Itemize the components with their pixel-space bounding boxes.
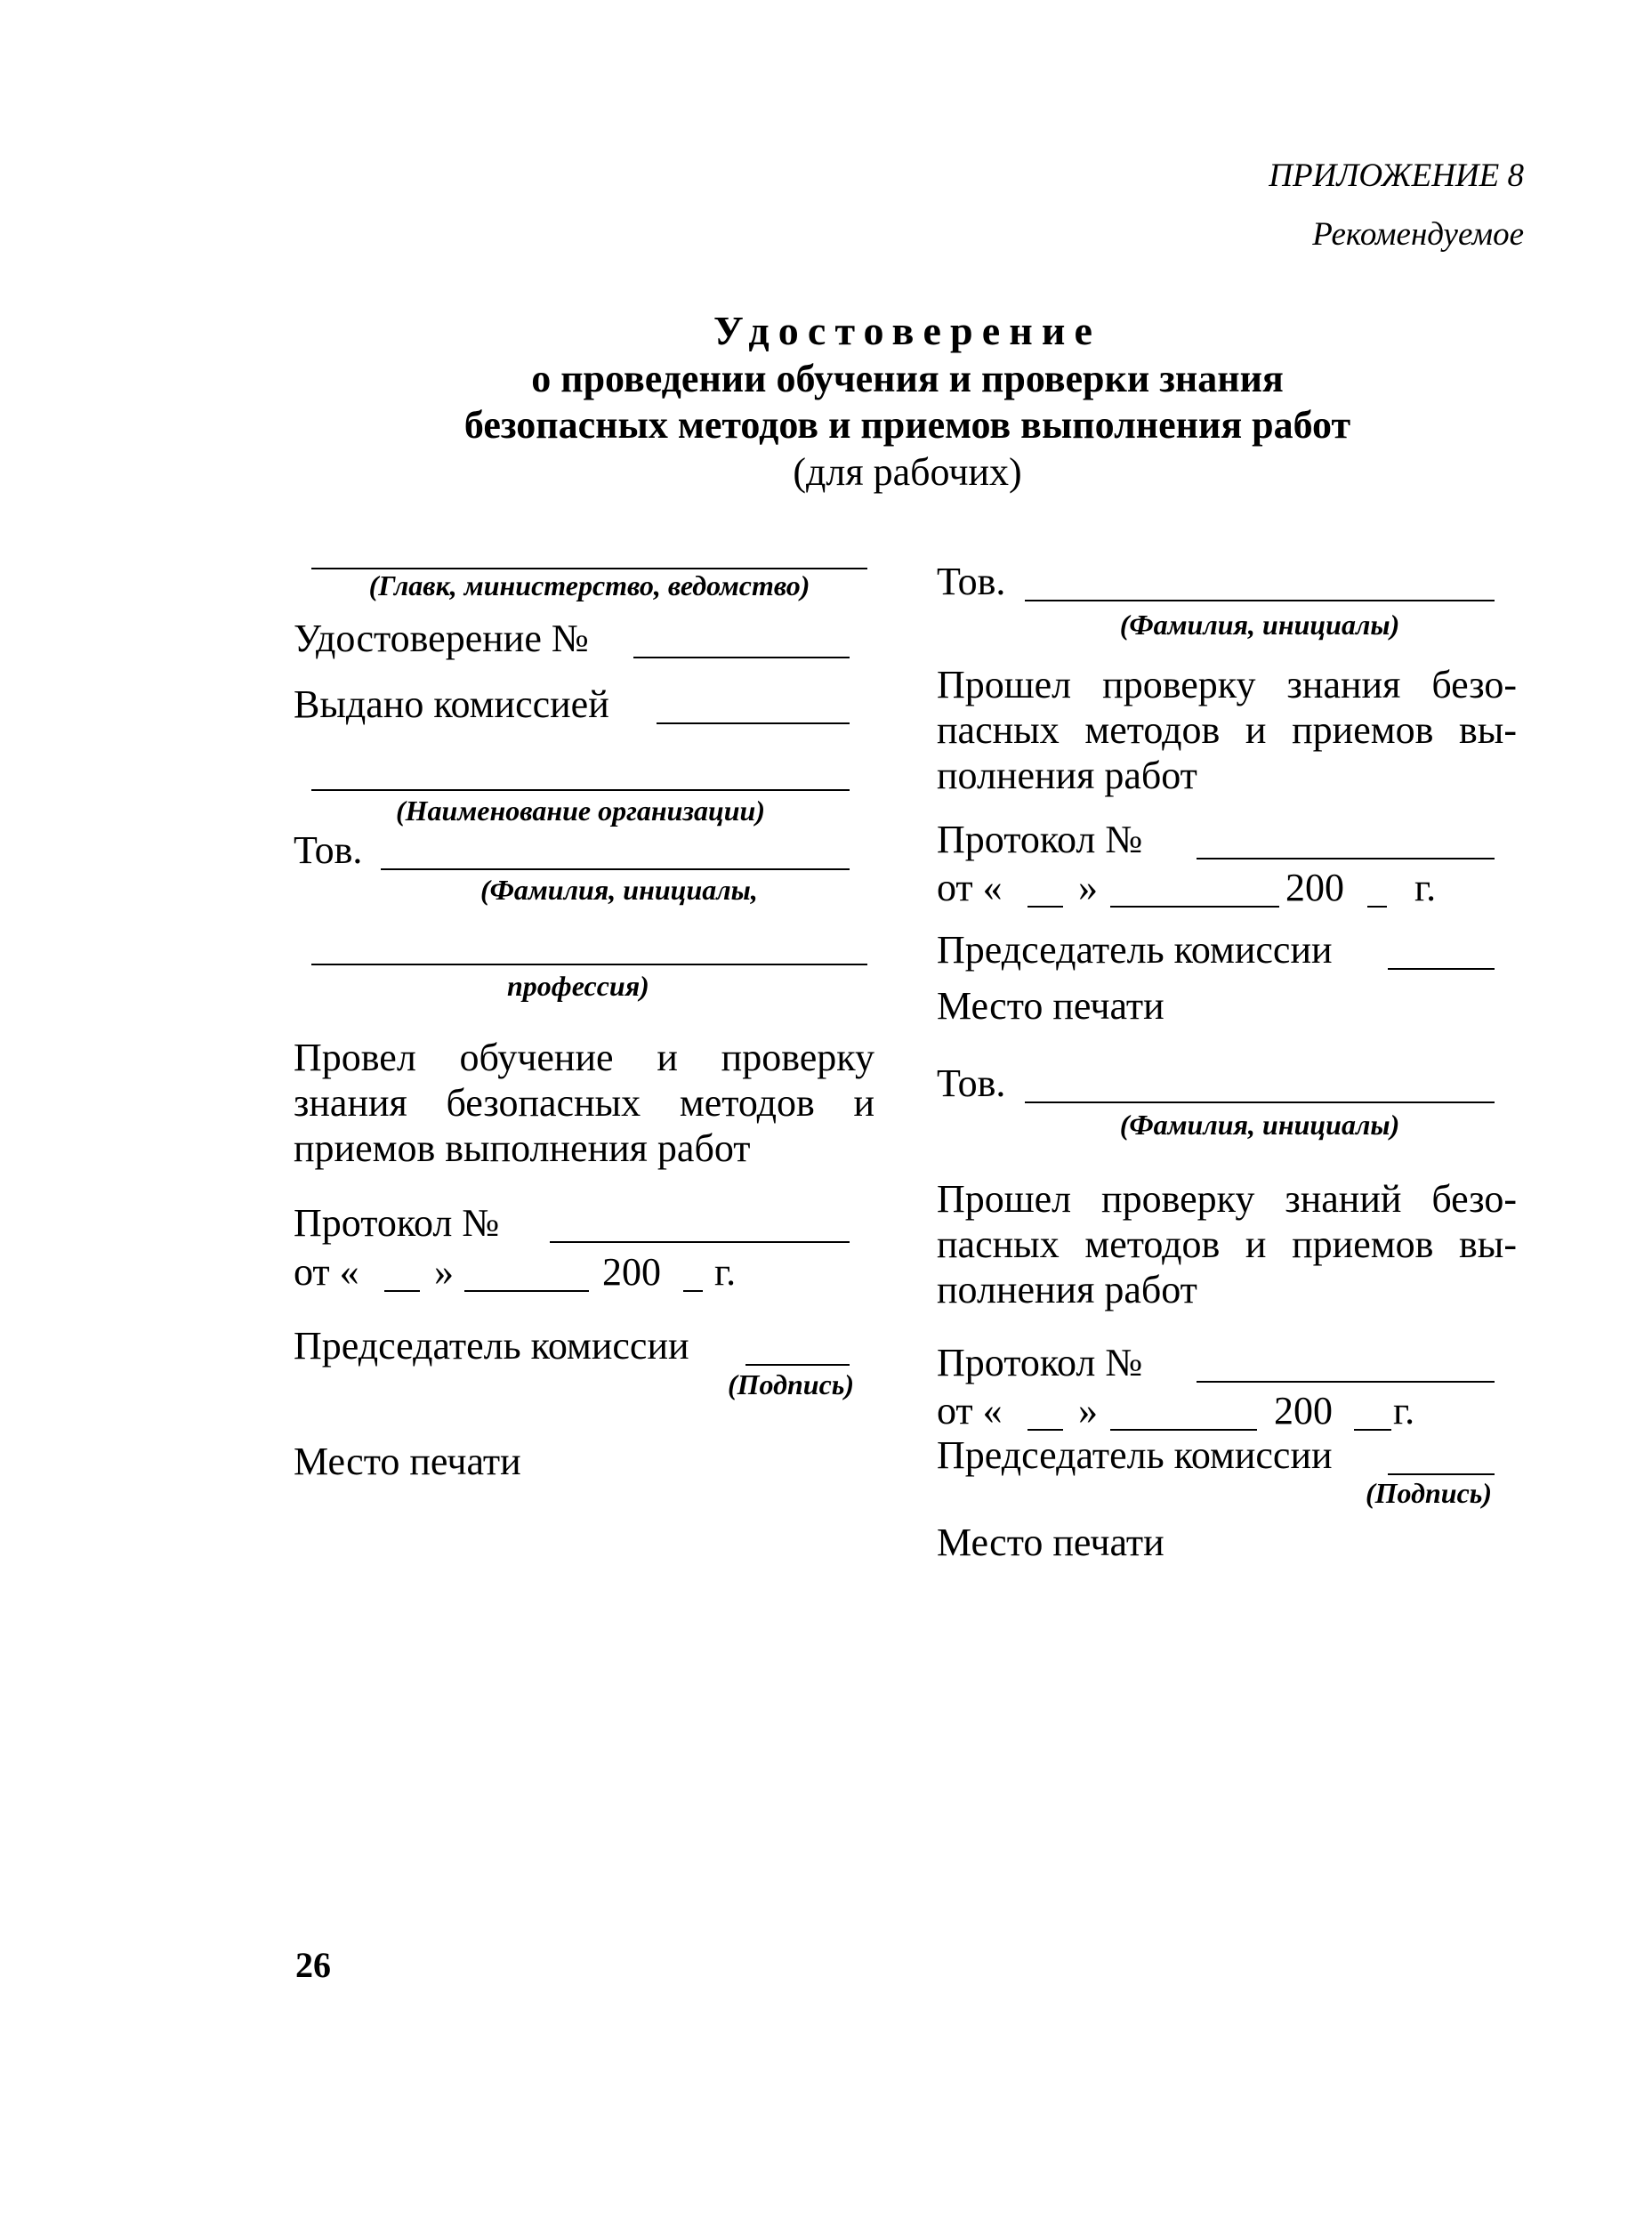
chairman-label-right-2: Председатель комиссии	[937, 1433, 1333, 1477]
year-suffix-right-1: г.	[1414, 866, 1437, 909]
passed-text-1-1: Прошел проверку знания безо-	[937, 663, 1517, 706]
protocol-line-right-1[interactable]	[1197, 858, 1495, 859]
date-month-line[interactable]	[464, 1290, 589, 1292]
chairman-line-right-2[interactable]	[1388, 1473, 1495, 1475]
date-day-line-right-2[interactable]	[1027, 1429, 1063, 1431]
passed-text-2-3: полнения работ	[937, 1268, 1197, 1311]
passed-text-1-3: полнения работ	[937, 754, 1197, 797]
date-day-line[interactable]	[384, 1290, 420, 1292]
protocol-line-right-2[interactable]	[1197, 1381, 1495, 1383]
date-close-quote-right-2: »	[1078, 1389, 1098, 1432]
document-title: Удостоверение	[713, 308, 1102, 353]
tov-label-right-2: Тов.	[937, 1061, 1006, 1105]
date-year-label-right-2: 200	[1274, 1389, 1333, 1432]
tov-label: Тов.	[294, 828, 363, 872]
date-from-label: от «	[294, 1250, 359, 1294]
protocol-label-right-2: Протокол №	[937, 1341, 1143, 1384]
page-number: 26	[295, 1945, 331, 1985]
date-year-line[interactable]	[683, 1290, 703, 1292]
conducted-text-1: Провел обучение и проверку	[294, 1036, 874, 1079]
conducted-text-2: знания безопасных методов и	[294, 1081, 874, 1125]
chairman-signature-line[interactable]	[745, 1364, 850, 1366]
date-from-label-right-1: от «	[937, 866, 1003, 909]
year-suffix: г.	[714, 1250, 737, 1294]
organization-caption: (Наименование организации)	[396, 795, 765, 827]
date-year-label-right-1: 200	[1285, 866, 1344, 909]
date-day-line-right-1[interactable]	[1027, 906, 1063, 908]
date-close-quote: »	[434, 1250, 454, 1294]
name-line[interactable]	[381, 868, 850, 870]
cert-number-line[interactable]	[633, 657, 850, 658]
seal-label-right-2: Место печати	[937, 1521, 1164, 1564]
name-caption-right-2: (Фамилия, инициалы)	[1119, 1109, 1400, 1141]
date-year-line-right-1[interactable]	[1367, 906, 1387, 908]
signature-caption: (Подпись)	[728, 1368, 855, 1400]
name-line-right-2[interactable]	[1025, 1101, 1495, 1103]
seal-label: Место печати	[294, 1440, 521, 1483]
appendix-label: ПРИЛОЖЕНИЕ 8	[1269, 157, 1524, 194]
date-month-line-right-1[interactable]	[1110, 906, 1279, 908]
seal-label-right-1: Место печати	[937, 984, 1164, 1028]
issued-by-line[interactable]	[657, 722, 850, 724]
protocol-label-right-1: Протокол №	[937, 818, 1143, 861]
date-year-label: 200	[602, 1250, 661, 1294]
year-suffix-right-2: г.	[1393, 1389, 1415, 1432]
name-caption-right-1: (Фамилия, инициалы)	[1119, 609, 1400, 641]
issued-by-label: Выдано комиссией	[294, 682, 609, 726]
recommended-label: Рекомендуемое	[1312, 216, 1524, 253]
passed-text-1-2: пасных методов и приемов вы-	[937, 708, 1517, 752]
chairman-label-right-1: Председатель комиссии	[937, 928, 1333, 972]
date-close-quote-right-1: »	[1078, 866, 1098, 909]
conducted-text-3: приемов выполнения работ	[294, 1126, 751, 1170]
document-subtitle-2: безопасных методов и приемов выполнения работ	[463, 403, 1351, 447]
tov-label-right-1: Тов.	[937, 560, 1006, 603]
passed-text-2-2: пасных методов и приемов вы-	[937, 1222, 1517, 1266]
name-caption: (Фамилия, инициалы,	[480, 874, 758, 906]
document-subtitle-1: о проведении обучения и проверки знания	[531, 357, 1284, 400]
chairman-line-right-1[interactable]	[1388, 968, 1495, 970]
passed-text-2-1: Прошел проверку знаний безо-	[937, 1177, 1517, 1221]
protocol-label: Протокол №	[294, 1201, 500, 1245]
document-subtitle-3: (для рабочих)	[793, 450, 1022, 494]
date-month-line-right-2[interactable]	[1110, 1429, 1257, 1431]
profession-caption: профессия)	[507, 970, 649, 1002]
signature-caption-right-2: (Подпись)	[1366, 1477, 1493, 1509]
profession-line[interactable]	[311, 964, 867, 965]
organization-line[interactable]	[311, 789, 850, 791]
name-line-right-1[interactable]	[1025, 600, 1495, 601]
cert-number-label: Удостоверение №	[294, 617, 589, 660]
date-year-line-right-2[interactable]	[1354, 1429, 1391, 1431]
date-from-label-right-2: от «	[937, 1389, 1003, 1432]
chairman-label: Председатель комиссии	[294, 1324, 689, 1368]
protocol-line[interactable]	[550, 1241, 850, 1243]
ministry-caption: (Главк, министерство, ведомство)	[368, 569, 810, 601]
